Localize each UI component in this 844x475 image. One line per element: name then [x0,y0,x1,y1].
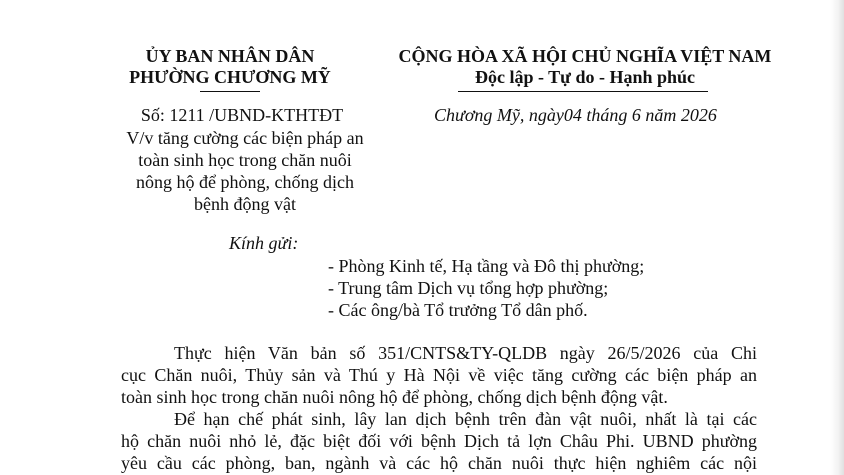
body-paragraph1-line: cục Chăn nuôi, Thủy sản và Thú y Hà Nội về việc tăng cường các biện pháp an [121,365,757,385]
agency-name-line1: ỦY BAN NHÂN DÂN [145,46,315,66]
document-number: Số: 1211 /UBND-KTHTĐT [140,105,344,125]
document-subject-line: bệnh động vật [194,194,296,214]
document-subject-line: nông hộ để phòng, chống dịch [136,172,354,192]
page-edge-shadow [830,0,844,475]
document-subject-line: V/v tăng cường các biện pháp an [126,128,364,148]
body-paragraph1-line: toàn sinh học trong chăn nuôi nông hộ để phòng, chống dịch bệnh động vật. [121,387,668,407]
recipients-greeting: Kính gửi: [229,233,299,253]
body-paragraph2-line: hộ chăn nuôi nhỏ lẻ, đặc biệt đối với bệnh Dịch tả lợn Châu Phi. UBND phường [121,431,757,451]
national-motto: Độc lập - Tự do - Hạnh phúc [474,67,696,87]
motto-underline [458,91,708,92]
body-paragraph2-line: yêu cầu các phòng, ban, ngành và các hộ chăn nuôi thực hiện nghiêm các nội [121,453,757,473]
recipient-item: - Các ông/bà Tổ trưởng Tổ dân phố. [328,300,588,320]
document-dateline: Chương Mỹ, ngày04 tháng 6 năm 2026 [434,105,717,125]
body-paragraph2-line: Để hạn chế phát sinh, lây lan dịch bệnh trên đàn vật nuôi, nhất là tại các [174,409,757,429]
body-paragraph1-line: Thực hiện Văn bản số 351/CNTS&TY-QLDB ngày 26/5/2026 của Chi [174,343,757,363]
national-title: CỘNG HÒA XÃ HỘI CHỦ NGHĨA VIỆT NAM [398,46,772,66]
recipient-item: - Trung tâm Dịch vụ tổng hợp phường; [328,278,609,298]
agency-underline [200,91,260,92]
agency-name-line2: PHƯỜNG CHƯƠNG MỸ [129,67,331,87]
recipient-item: - Phòng Kinh tế, Hạ tầng và Đô thị phường; [328,256,645,276]
document-subject-line: toàn sinh học trong chăn nuôi [138,150,352,170]
